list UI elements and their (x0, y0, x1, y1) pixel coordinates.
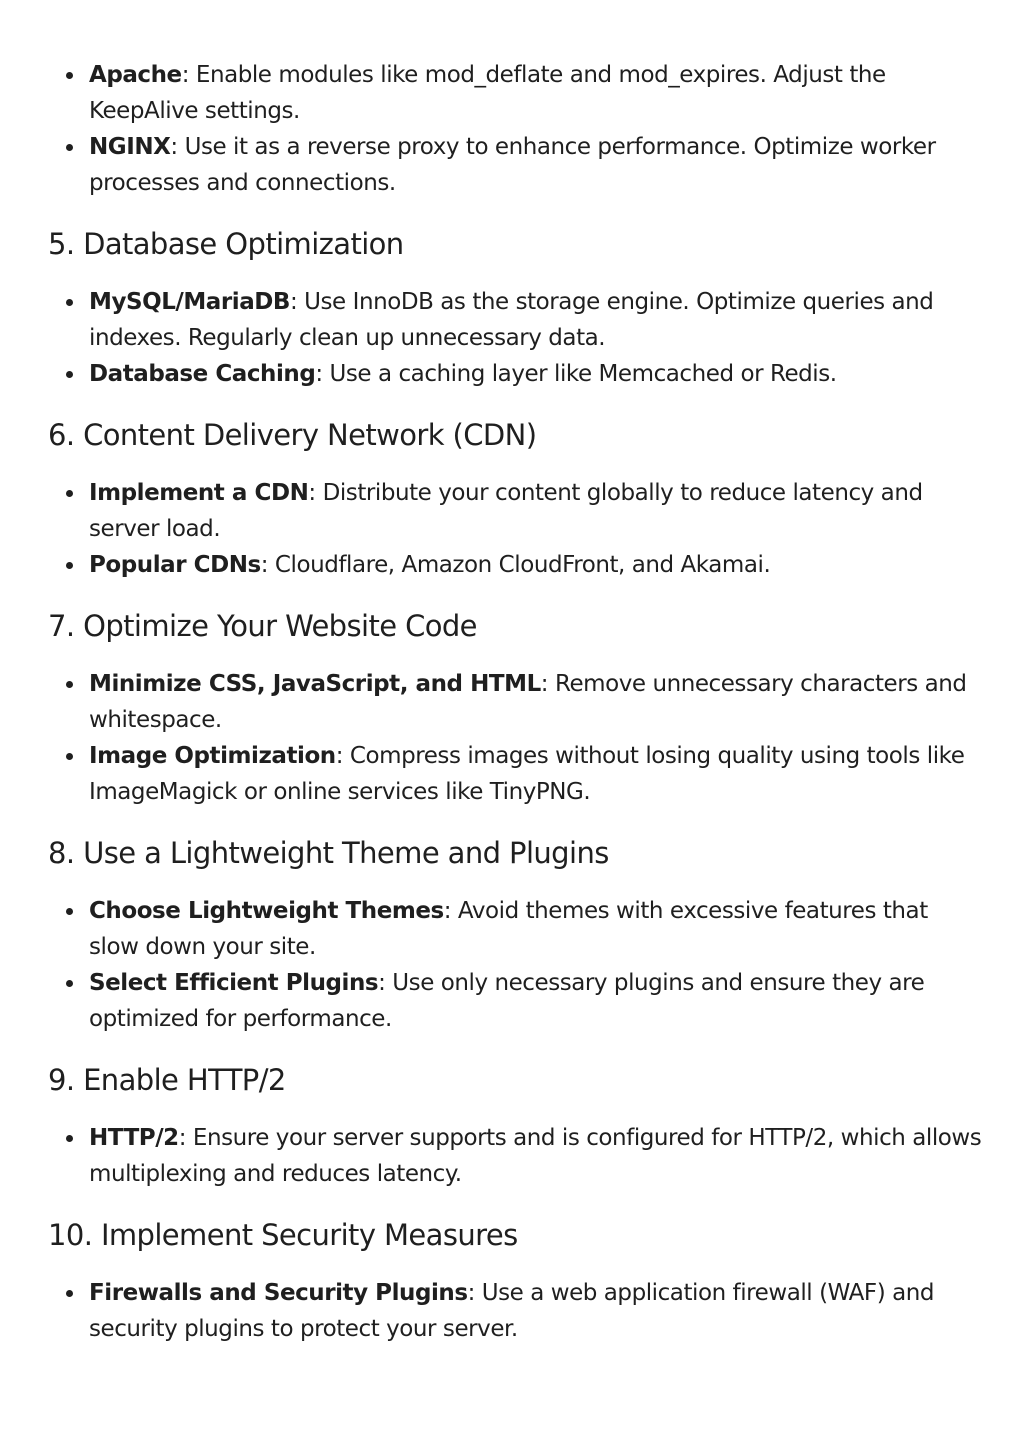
item-term: Minimize CSS, JavaScript, and HTML (89, 671, 541, 697)
item-term: Choose Lightweight Themes (89, 898, 444, 924)
section-heading: 9. Enable HTTP/2 (48, 1063, 286, 1097)
item-text: : Use a caching layer like Memcached or Redis. (315, 361, 837, 387)
item-term: Image Optimization (89, 743, 336, 769)
item-text: : Use a web application firewall (WAF) and security plugins to protect your server. (89, 1280, 935, 1342)
section-heading: 10. Implement Security Measures (48, 1218, 518, 1252)
bullet-list (48, 893, 984, 1037)
item-term: Implement a CDN (89, 480, 309, 506)
bullet-list (48, 1275, 984, 1347)
section-heading: 7. Optimize Your Website Code (48, 609, 477, 643)
bullet-list (48, 284, 984, 392)
bullet-list (48, 1120, 984, 1192)
list-item (89, 666, 984, 738)
item-text: : Use it as a reverse proxy to enhance performance. Optimize worker processes and connections. (89, 134, 936, 196)
list-item (89, 1275, 984, 1347)
item-text: : Use InnoDB as the storage engine. Optimize queries and indexes. Regularly clean up unnecessary data. (89, 289, 934, 351)
bullet-list (48, 475, 984, 583)
bullet-list (48, 57, 984, 201)
item-term: MySQL/MariaDB (89, 289, 290, 315)
list-item (89, 1120, 984, 1192)
section-security-measures (48, 1216, 984, 1347)
item-term: Firewalls and Security Plugins (89, 1280, 468, 1306)
section-heading: 8. Use a Lightweight Theme and Plugins (48, 836, 609, 870)
list-item (89, 475, 984, 547)
item-text: : Distribute your content globally to reduce latency and server load. (89, 480, 923, 542)
section-website-code (48, 607, 984, 810)
section-cdn (48, 416, 984, 583)
item-term: Popular CDNs (89, 552, 261, 578)
list-item (89, 738, 984, 810)
item-text: : Ensure your server supports and is configured for HTTP/2, which allows multiplexing and reduces latency. (89, 1125, 982, 1187)
item-text: : Remove unnecessary characters and whitespace. (89, 671, 967, 733)
item-term: NGINX (89, 134, 171, 160)
list-item-apache (89, 57, 984, 129)
list-item (89, 893, 984, 965)
section-database-optimization (48, 225, 984, 392)
item-text: : Compress images without losing quality using tools like ImageMagick or online services like TinyPNG. (89, 743, 965, 805)
section-http2 (48, 1061, 984, 1192)
section-lightweight-theme (48, 834, 984, 1037)
item-text: : Cloudflare, Amazon CloudFront, and Akamai. (260, 552, 771, 578)
section-heading: 5. Database Optimization (48, 227, 404, 261)
list-item-nginx (89, 129, 984, 201)
bullet-list (48, 666, 984, 810)
web-server-list (48, 57, 984, 201)
item-term: Database Caching (89, 361, 316, 387)
item-text: : Avoid themes with excessive features that slow down your site. (89, 898, 928, 960)
list-item (89, 547, 984, 583)
list-item (89, 965, 984, 1037)
item-text: : Enable modules like mod_deflate and mod_expires. Adjust the KeepAlive settings. (89, 62, 886, 124)
list-item (89, 284, 984, 356)
item-text: : Use only necessary plugins and ensure they are optimized for performance. (89, 970, 925, 1032)
item-term: Select Efficient Plugins (89, 970, 379, 996)
list-item (89, 356, 984, 392)
item-term: HTTP/2 (89, 1125, 179, 1151)
item-term: Apache (89, 62, 182, 88)
section-heading: 6. Content Delivery Network (CDN) (48, 418, 537, 452)
